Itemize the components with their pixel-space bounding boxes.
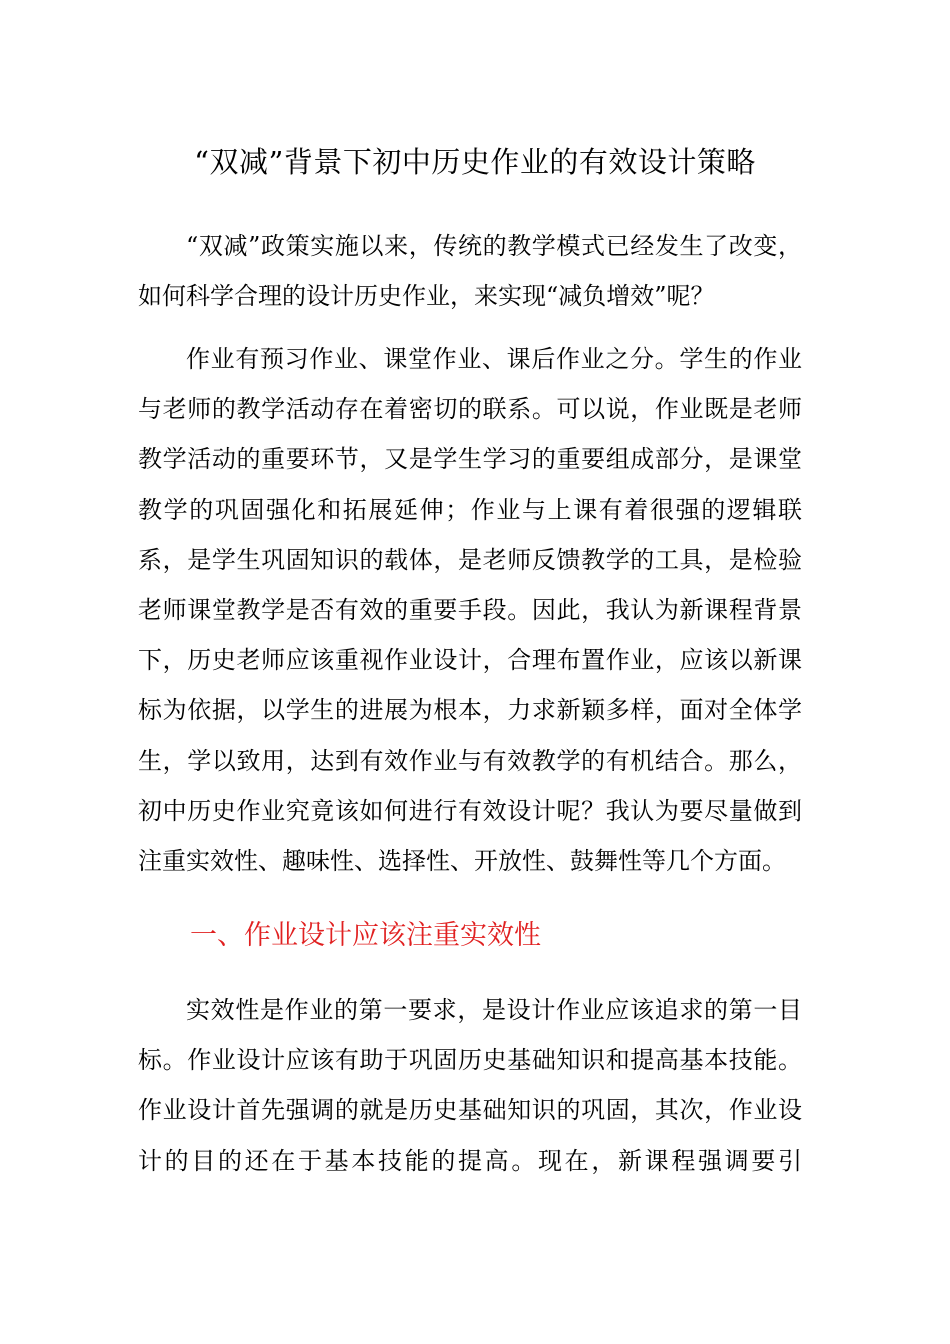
intro-paragraph: “双减”政策实施以来，传统的教学模式已经发生了改变，如何科学合理的设计历史作业，来实现“减负增效”呢？	[138, 232, 802, 311]
section-heading: 一、作业设计应该注重实效性	[190, 920, 541, 951]
section-paragraph: 实效性是作业的第一要求，是设计作业应该追求的第一目标。作业设计应该有助于巩固历史基础知识和提高基本技能。作业设计首先强调的就是历史基础知识的巩固，其次，作业设计的目的还在于基本技能的提高。现在，新课程强调要引	[138, 996, 802, 1175]
body-paragraph: 作业有预习作业、课堂作业、课后作业之分。学生的作业与老师的教学活动存在着密切的联系。可以说，作业既是老师教学活动的重要环节，又是学生学习的重要组成部分，是课堂教学的巩固强化和拓展延伸；作业与上课有着很强的逻辑联系，是学生巩固知识的载体，是老师反馈教学的工具，是检验老师课堂教学是否有效的重要手段。因此，我认为新课程背景下，历史老师应该重视作业设计，合理布置作业，应该以新课标为依据，以学生的进展为根本，力求新颖多样，面对全体学生，学以致用，达到有效作业与有效教学的有机结合。那么，初中历史作业究竟该如何进行有效设计呢？我认为要尽量做到注重实效性、趣味性、选择性、开放性、鼓舞性等几个方面。	[138, 345, 802, 876]
document-title: “双减”背景下初中历史作业的有效设计策略	[194, 145, 756, 179]
